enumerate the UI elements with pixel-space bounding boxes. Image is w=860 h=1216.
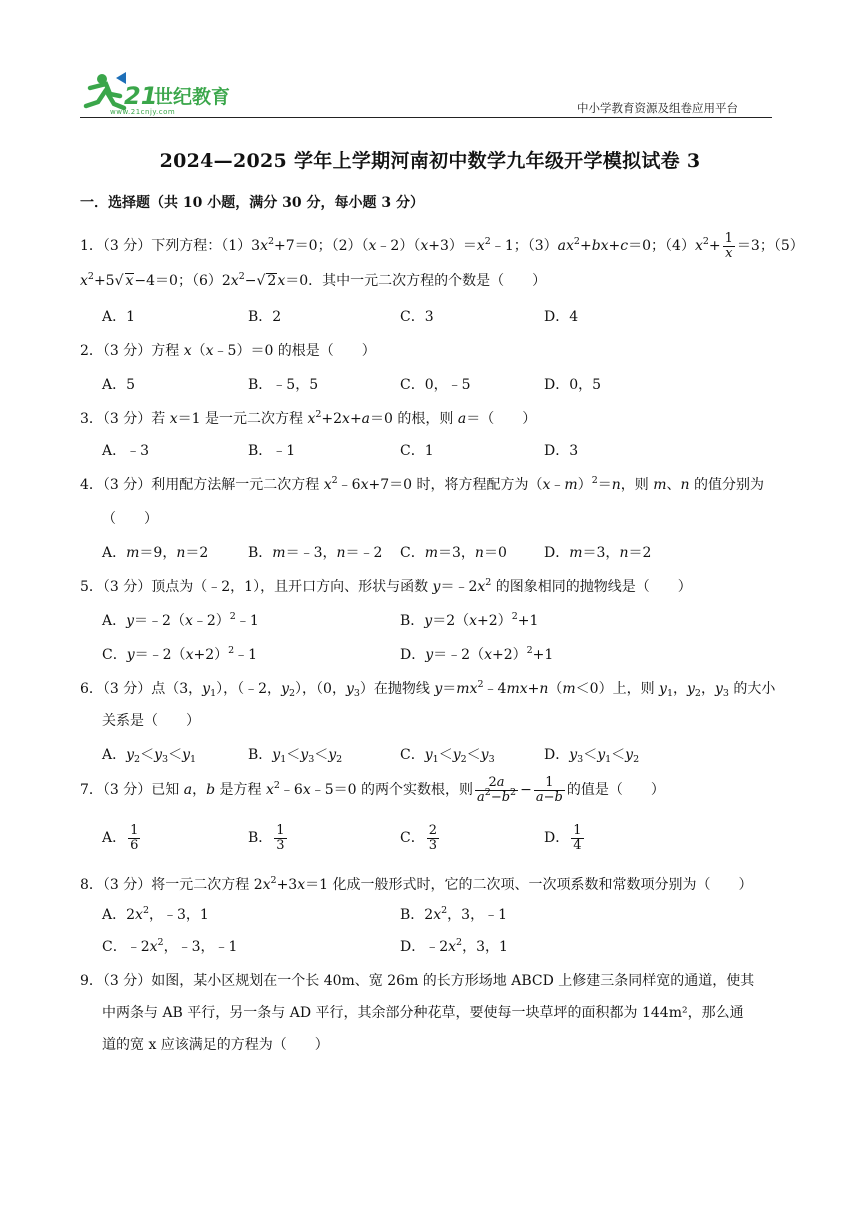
option-6b: B．$y_1<y_3<y_2$ [248, 747, 343, 765]
option-3c: C．1 [400, 443, 434, 459]
option-4c: C．m＝3，n＝0 [400, 545, 507, 561]
question-3: 3．（3 分）若 x＝1 是一元二次方程 $x^2+2x+a=0$ 的根，则 a＝（ ） [80, 409, 537, 427]
option-1c: C．3 [400, 309, 434, 325]
option-4b: B．m＝﹣3，n＝﹣2 [248, 545, 383, 561]
option-5d: D．$y=﹣2(x+2)^2+1$ [400, 645, 554, 663]
question-6-line-1: 6．（3 分）点（3，$y_1$），（﹣2，$y_2$），（0，$y_3$）在抛物线 $y=mx^2﹣4mx+n(m<0)$上，则 $y_1$，$y_2$，$y_3$ 的大小 [80, 679, 776, 699]
platform-name: 中小学教育资源及组卷应用平台 [577, 101, 738, 115]
option-4d: D．m＝3，n＝2 [544, 545, 652, 561]
option-5a: A．y＝﹣2（x﹣2）$^2$﹣1 [102, 611, 259, 629]
option-1b: B．2 [248, 309, 282, 325]
brand-logo [80, 70, 250, 116]
question-1-line-2: $x^2+5√$ x−4＝0；$(6)2x^2-√$ 2x＝0．其中一元二次方程的个数是（ ） [80, 271, 547, 289]
option-7c: C． $\frac{2}{3}$ [400, 823, 437, 853]
option-4a: A．m＝9，n＝2 [102, 545, 209, 561]
header-rule [80, 117, 772, 118]
option-2a: A．5 [102, 377, 136, 393]
question-4-line-1: 4．（3 分）利用配方法解一元二次方程 $x^2﹣6x+7=0$ 时，将方程配方为（x﹣m）$^2$＝n，则 m、n 的值分别为 [80, 475, 764, 493]
option-1a: A．1 [102, 309, 136, 325]
question-1-line-1: 1．（3 分）下列方程：$(1)3x^2+7=0$；$(2)(x﹣2)(x+3)=x^2﹣1$；$(3)ax^2+bx+c=0$；$(4)x^2+$ $\frac{1}{x}$ ＝3；（5） [80, 231, 804, 261]
option-8c: C．$﹣2x^2$，﹣3，﹣1 [102, 937, 238, 955]
option-3a: A．﹣3 [102, 443, 150, 459]
option-7a: A． $\frac{1}{6}$ [102, 823, 139, 853]
option-8d: D．$﹣2x^2$，3，1 [400, 937, 508, 955]
question-4-line-2: （ ） [102, 511, 158, 527]
section-heading: 一．选择题（共 10 小题，满分 30 分，每小题 3 分） [80, 195, 424, 211]
svg-text:www.21cnjy.com: www.21cnjy.com [110, 108, 176, 116]
option-2d: D．0，5 [544, 377, 602, 393]
question-5: 5．（3 分）顶点为（﹣2，1），且开口方向、形状与函数 $y=﹣2x^2$ 的图象相同的抛物线是（ ） [80, 577, 692, 595]
option-8b: B．$2x^2$，3，﹣1 [400, 905, 507, 923]
option-8a: A．$2x^2$，﹣3，1 [102, 905, 209, 923]
option-3d: D．3 [544, 443, 579, 459]
option-7d: D． $\frac{1}{4}$ [544, 823, 582, 853]
option-2c: C．0，﹣5 [400, 377, 471, 393]
option-3b: B．﹣1 [248, 443, 296, 459]
page-header [80, 66, 772, 118]
option-6c: C．$y_1<y_2<y_3$ [400, 747, 495, 765]
question-6-line-2: 关系是（ ） [102, 713, 200, 729]
question-7: 7．（3 分）已知 a，b 是方程 $x^2﹣6x﹣5=0$ 的两个实数根，则 $\frac{2a}{a^2-b^2}$ − $\frac{1}{a-b}$ 的值是（ ） [80, 775, 665, 805]
question-9-line-3: 道的宽 x 应该满足的方程为（ ） [102, 1037, 329, 1053]
svg-text:21: 21 [124, 82, 158, 110]
option-6a: A．$y_2<y_3<y_1$ [102, 747, 197, 765]
option-5b: B．$y=2(x+2)^2+1$ [400, 611, 539, 629]
question-8: 8．（3 分）将一元二次方程 $2x^2+3x=1$ 化成一般形式时，它的二次项、一次项系数和常数项分别为（ ） [80, 875, 753, 893]
option-6d: D．$y_3<y_1<y_2$ [544, 747, 640, 765]
option-5c: C．$y=﹣2(x+2)^2﹣1$ [102, 645, 258, 663]
option-1d: D．4 [544, 309, 579, 325]
svg-text:世纪教育: 世纪教育 [154, 86, 231, 108]
question-9-line-1: 9．（3 分）如图，某小区规划在一个长 40m、宽 26m 的长方形场地 ABCD 上修建三条同样宽的通道，使其 [80, 973, 755, 989]
question-2: 2．（3 分）方程 x（x﹣5）＝0 的根是（ ） [80, 343, 376, 359]
option-2b: B．﹣5，5 [248, 377, 319, 393]
page-title: 2024—2025 学年上学期河南初中数学九年级开学模拟试卷 3 [159, 150, 701, 172]
question-9-line-2: 中两条与 AB 平行，另一条与 AD 平行，其余部分种花草，要使每一块草坪的面积都为 144m²，那么通 [102, 1005, 744, 1021]
option-7b: B． $\frac{1}{3}$ [248, 823, 285, 853]
